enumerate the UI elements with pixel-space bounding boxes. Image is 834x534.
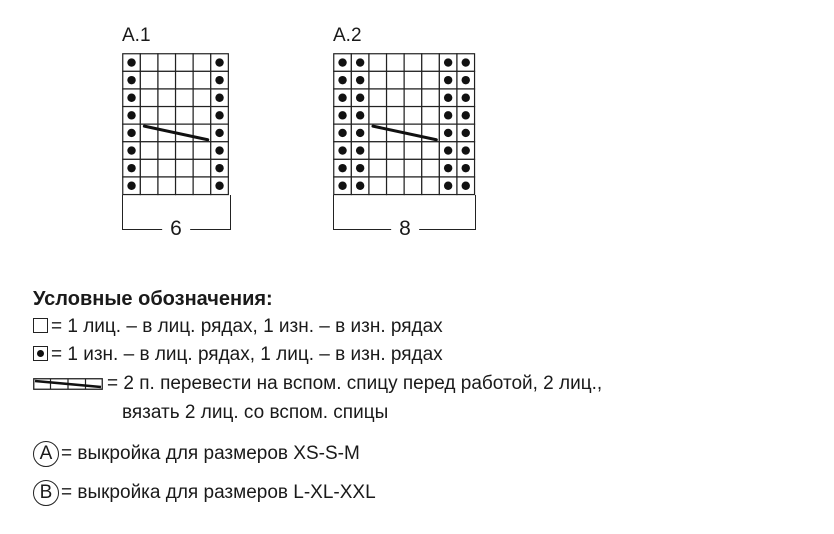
purl-dot-icon	[356, 129, 364, 137]
purl-dot-icon	[127, 182, 135, 190]
legend-title: Условные обозначения:	[33, 288, 273, 310]
chart-cell	[387, 159, 405, 177]
purl-dot-icon	[444, 58, 452, 66]
purl-dot-icon	[215, 76, 223, 84]
chart-cell	[387, 89, 405, 107]
chart-cell	[369, 107, 387, 125]
legend-purl-text: = 1 изн. – в лиц. рядах, 1 лиц. – в изн. рядах	[51, 344, 443, 365]
chart-cell	[140, 54, 158, 72]
chart-cell	[422, 89, 440, 107]
empty-square-icon	[33, 318, 48, 333]
purl-dot-icon	[215, 94, 223, 102]
chart-cell	[422, 107, 440, 125]
purl-dot-icon	[444, 129, 452, 137]
purl-dot-icon	[462, 182, 470, 190]
chart-cell	[158, 54, 176, 72]
chart-cell	[387, 177, 405, 195]
purl-dot-icon	[215, 129, 223, 137]
chart-cell	[369, 89, 387, 107]
chart-cell	[176, 71, 194, 89]
chart-cell	[140, 71, 158, 89]
legend-cable-continuation: вязать 2 лиц. со вспом. спицы	[122, 402, 389, 423]
purl-dot-icon	[462, 94, 470, 102]
chart-cell	[193, 54, 211, 72]
chart-a1-width-label: 6	[162, 218, 190, 240]
chart-cell	[176, 177, 194, 195]
chart-cell	[193, 107, 211, 125]
purl-dot-icon	[444, 182, 452, 190]
chart-cell	[387, 71, 405, 89]
chart-cell	[158, 159, 176, 177]
chart-a2-grid	[333, 53, 476, 196]
chart-cell	[193, 142, 211, 160]
legend-size-a	[33, 441, 360, 467]
purl-dot-icon	[215, 164, 223, 172]
legend-knit-text: = 1 лиц. – в лиц. рядах, 1 изн. – в изн. рядах	[51, 316, 443, 337]
chart-cell	[369, 54, 387, 72]
chart-cell	[422, 177, 440, 195]
purl-dot-icon	[444, 146, 452, 154]
chart-cell	[140, 107, 158, 125]
purl-dot-icon	[338, 94, 346, 102]
purl-dot-icon	[462, 58, 470, 66]
chart-cell	[422, 54, 440, 72]
purl-dot-icon	[444, 94, 452, 102]
chart-cell	[140, 159, 158, 177]
chart-cell	[369, 177, 387, 195]
chart-cell	[193, 177, 211, 195]
purl-dot-icon	[356, 111, 364, 119]
chart-cell	[176, 89, 194, 107]
chart-cell	[404, 159, 422, 177]
purl-dot-icon	[215, 111, 223, 119]
purl-dot-icon	[338, 58, 346, 66]
chart-cell	[404, 177, 422, 195]
purl-dot-icon	[215, 182, 223, 190]
purl-dot-icon	[127, 164, 135, 172]
chart-cell	[158, 142, 176, 160]
chart-cell	[158, 89, 176, 107]
legend-item-knit	[33, 314, 443, 340]
chart-a2-width-label: 8	[391, 218, 419, 240]
chart-cell	[140, 177, 158, 195]
chart-cell	[404, 142, 422, 160]
circled-letter-b-icon: B	[33, 480, 59, 506]
cable-icon	[33, 378, 103, 390]
chart-cell	[422, 159, 440, 177]
purl-dot-icon	[462, 164, 470, 172]
chart-cell	[158, 107, 176, 125]
chart-cell	[422, 142, 440, 160]
chart-cell	[158, 71, 176, 89]
purl-dot-icon	[462, 111, 470, 119]
chart-cell	[193, 71, 211, 89]
chart-cell	[404, 54, 422, 72]
purl-dot-icon	[215, 146, 223, 154]
purl-dot-icon	[462, 76, 470, 84]
purl-dot-icon	[356, 76, 364, 84]
purl-dot-icon	[127, 94, 135, 102]
chart-cell	[140, 89, 158, 107]
legend-item-purl	[33, 342, 443, 368]
purl-dot-icon	[356, 94, 364, 102]
purl-dot-icon	[127, 146, 135, 154]
chart-cell	[176, 159, 194, 177]
purl-dot-icon	[356, 58, 364, 66]
chart-cell	[387, 107, 405, 125]
purl-dot-icon	[127, 129, 135, 137]
chart-cell	[404, 89, 422, 107]
chart-cell	[176, 54, 194, 72]
purl-dot-icon	[338, 146, 346, 154]
purl-dot-icon	[462, 129, 470, 137]
purl-dot-icon	[127, 111, 135, 119]
purl-dot-icon	[356, 146, 364, 154]
purl-dot-icon	[215, 58, 223, 66]
chart-cell	[404, 71, 422, 89]
chart-cell	[387, 142, 405, 160]
purl-dot-icon	[356, 182, 364, 190]
purl-dot-icon	[338, 76, 346, 84]
purl-dot-icon	[462, 146, 470, 154]
purl-dot-icon	[444, 76, 452, 84]
legend-size-a-text: = выкройка для размеров XS-S-M	[61, 443, 360, 464]
legend-item-cable	[33, 371, 602, 397]
dot-square-icon	[33, 346, 48, 361]
purl-dot-icon	[127, 76, 135, 84]
chart-cell	[369, 71, 387, 89]
chart-cell	[176, 142, 194, 160]
chart-cell	[158, 177, 176, 195]
purl-dot-icon	[338, 111, 346, 119]
legend-cable-text: = 2 п. перевести на вспом. спицу перед работой, 2 лиц.,	[107, 373, 603, 394]
chart-cell	[369, 142, 387, 160]
chart-cell	[176, 107, 194, 125]
purl-dot-icon	[338, 182, 346, 190]
legend-size-b	[33, 480, 376, 506]
chart-cell	[193, 89, 211, 107]
chart-a1-title: A.1	[122, 25, 151, 46]
purl-dot-icon	[444, 164, 452, 172]
chart-cell	[404, 107, 422, 125]
circled-letter-a-icon: A	[33, 441, 59, 467]
purl-dot-icon	[356, 164, 364, 172]
purl-dot-icon	[127, 58, 135, 66]
legend-size-b-text: = выкройка для размеров L-XL-XXL	[61, 482, 376, 503]
chart-cell	[422, 71, 440, 89]
purl-dot-icon	[338, 129, 346, 137]
chart-cell	[140, 142, 158, 160]
chart-a1-grid	[122, 53, 230, 196]
chart-cell	[369, 159, 387, 177]
chart-cell	[387, 54, 405, 72]
chart-a2-title: A.2	[333, 25, 362, 46]
chart-cell	[193, 159, 211, 177]
purl-dot-icon	[338, 164, 346, 172]
purl-dot-icon	[444, 111, 452, 119]
